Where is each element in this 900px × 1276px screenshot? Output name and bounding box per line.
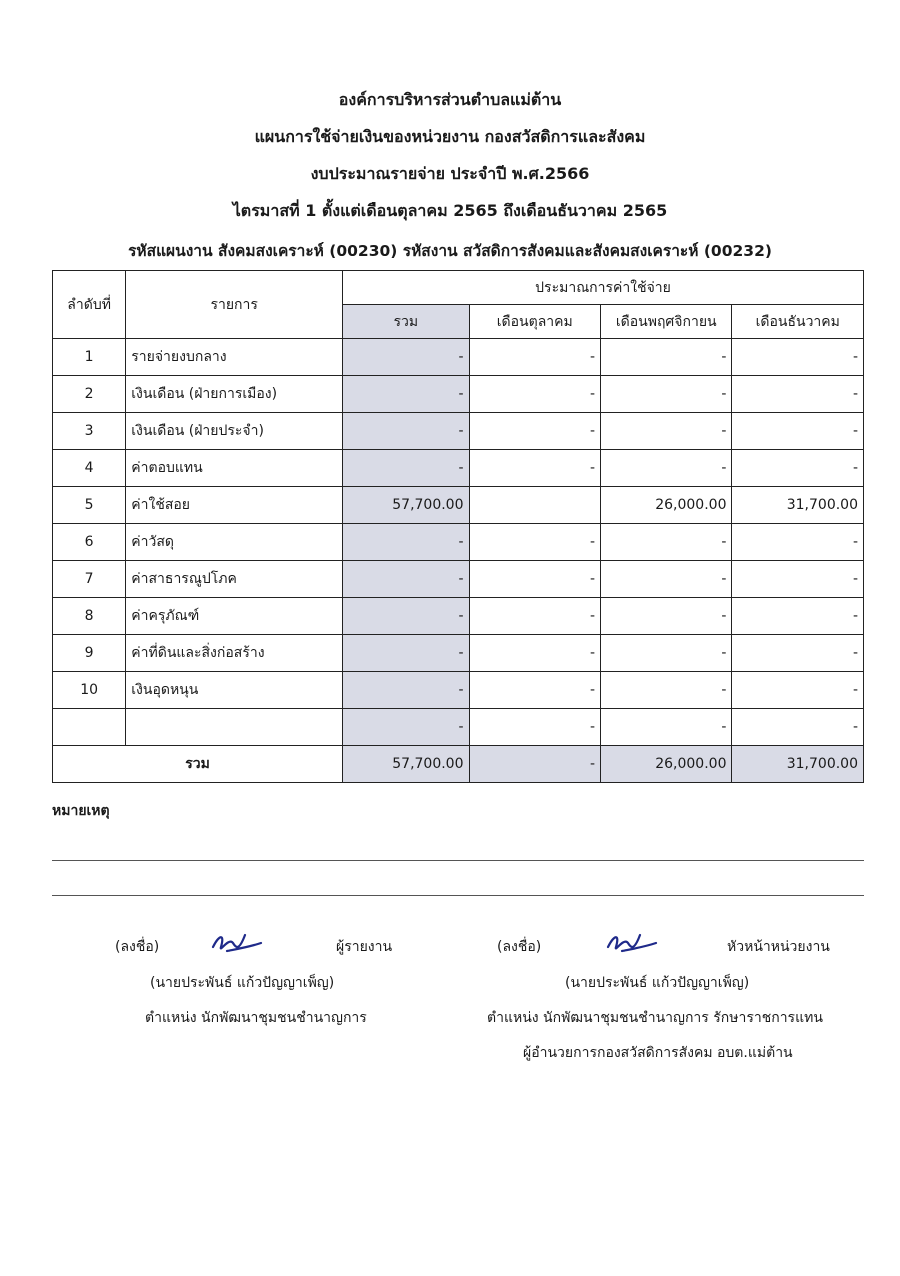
row-nov: - xyxy=(601,709,732,746)
left-sign-label: (ลงชื่อ) xyxy=(115,939,160,955)
left-position: ตำแหน่ง นักพัฒนาชุมชนชำนาญการ xyxy=(145,1010,367,1026)
row-nov: - xyxy=(601,413,732,450)
row-dec: - xyxy=(732,376,864,413)
row-nov: - xyxy=(601,598,732,635)
note-line-1 xyxy=(52,860,864,861)
row-oct: - xyxy=(469,450,600,487)
row-item: ค่าวัสดุ xyxy=(126,524,343,561)
row-item: เงินอุดหนุน xyxy=(126,672,343,709)
row-dec: - xyxy=(732,635,864,672)
table-row xyxy=(53,672,864,709)
right-signature xyxy=(600,925,660,959)
budget-year: งบประมาณรายจ่าย ประจำปี พ.ศ.2566 xyxy=(310,164,590,183)
row-oct xyxy=(469,487,600,524)
total-label: รวม xyxy=(53,746,343,783)
plan-title: แผนการใช้จ่ายเงินของหน่วยงาน กองสวัสดิการและสังคม xyxy=(254,127,646,146)
header-no: ลำดับที่ xyxy=(53,271,126,339)
table-row xyxy=(53,376,864,413)
table-row xyxy=(53,709,864,746)
left-signature xyxy=(205,925,265,959)
row-item: เงินเดือน (ฝ่ายการเมือง) xyxy=(126,376,343,413)
row-dec: - xyxy=(732,339,864,376)
row-dec: - xyxy=(732,598,864,635)
total-dec: 31,700.00 xyxy=(732,746,864,783)
row-total: - xyxy=(343,450,469,487)
row-no: 9 xyxy=(53,635,126,672)
row-item: ค่าสาธารณูปโภค xyxy=(126,561,343,598)
row-nov: - xyxy=(601,561,732,598)
row-oct: - xyxy=(469,672,600,709)
total-nov: 26,000.00 xyxy=(601,746,732,783)
row-total: - xyxy=(343,635,469,672)
table-row xyxy=(53,450,864,487)
row-nov: - xyxy=(601,339,732,376)
row-item: ค่าใช้สอย xyxy=(126,487,343,524)
row-total: - xyxy=(343,413,469,450)
total-row xyxy=(53,746,864,783)
right-position-2: ผู้อำนวยการกองสวัสดิการสังคม อบต.แม่ต้าน xyxy=(523,1045,793,1061)
table-row xyxy=(53,561,864,598)
expense-plan-table xyxy=(52,270,864,783)
left-role: ผู้รายงาน xyxy=(336,939,393,955)
row-oct: - xyxy=(469,413,600,450)
row-no: 10 xyxy=(53,672,126,709)
row-oct: - xyxy=(469,339,600,376)
org-name: องค์การบริหารส่วนตำบลแม่ต้าน xyxy=(338,90,562,109)
right-name: (นายประพันธ์ แก้วปัญญาเพ็ญ) xyxy=(565,975,750,991)
row-nov: - xyxy=(601,376,732,413)
row-no: 3 xyxy=(53,413,126,450)
row-no: 2 xyxy=(53,376,126,413)
header-total: รวม xyxy=(343,305,469,339)
row-no: 8 xyxy=(53,598,126,635)
header-oct: เดือนตุลาคม xyxy=(469,305,600,339)
row-item xyxy=(126,709,343,746)
note-line-2 xyxy=(52,895,864,896)
row-nov: 26,000.00 xyxy=(601,487,732,524)
row-nov: - xyxy=(601,524,732,561)
right-role: หัวหน้าหน่วยงาน xyxy=(727,939,830,955)
header-nov: เดือนพฤศจิกายน xyxy=(601,305,732,339)
row-oct: - xyxy=(469,709,600,746)
row-item: รายจ่ายงบกลาง xyxy=(126,339,343,376)
row-dec: 31,700.00 xyxy=(732,487,864,524)
row-oct: - xyxy=(469,635,600,672)
row-total: - xyxy=(343,709,469,746)
row-nov: - xyxy=(601,450,732,487)
header-item: รายการ xyxy=(126,271,343,339)
row-oct: - xyxy=(469,598,600,635)
left-name: (นายประพันธ์ แก้วปัญญาเพ็ญ) xyxy=(150,975,335,991)
row-dec: - xyxy=(732,450,864,487)
row-nov: - xyxy=(601,635,732,672)
row-item: ค่าที่ดินและสิ่งก่อสร้าง xyxy=(126,635,343,672)
row-no: 1 xyxy=(53,339,126,376)
header-dec: เดือนธันวาคม xyxy=(732,305,864,339)
right-position: ตำแหน่ง นักพัฒนาชุมชนชำนาญการ รักษาราชการแทน xyxy=(487,1010,823,1026)
row-dec: - xyxy=(732,561,864,598)
row-item: ค่าครุภัณฑ์ xyxy=(126,598,343,635)
table-row xyxy=(53,598,864,635)
row-dec: - xyxy=(732,709,864,746)
row-dec: - xyxy=(732,672,864,709)
plan-code: รหัสแผนงาน สังคมสงเคราะห์ (00230) รหัสงาน สวัสดิการสังคมและสังคมสงเคราะห์ (00232) xyxy=(128,242,772,260)
quarter-period: ไตรมาสที่ 1 ตั้งแต่เดือนตุลาคม 2565 ถึงเดือนธันวาคม 2565 xyxy=(232,201,668,220)
row-oct: - xyxy=(469,524,600,561)
row-total: - xyxy=(343,524,469,561)
right-sign-label: (ลงชื่อ) xyxy=(497,939,542,955)
row-oct: - xyxy=(469,561,600,598)
total-oct: - xyxy=(469,746,600,783)
row-total: - xyxy=(343,561,469,598)
table-row xyxy=(53,413,864,450)
row-dec: - xyxy=(732,524,864,561)
row-total: 57,700.00 xyxy=(343,487,469,524)
row-no: 7 xyxy=(53,561,126,598)
table-row xyxy=(53,524,864,561)
table-row xyxy=(53,487,864,524)
header-estimate-group: ประมาณการค่าใช้จ่าย xyxy=(343,271,864,305)
notes-label: หมายเหตุ xyxy=(52,803,110,819)
row-dec: - xyxy=(732,413,864,450)
total-sum: 57,700.00 xyxy=(343,746,469,783)
table-row xyxy=(53,339,864,376)
row-nov: - xyxy=(601,672,732,709)
row-total: - xyxy=(343,376,469,413)
row-total: - xyxy=(343,598,469,635)
row-oct: - xyxy=(469,376,600,413)
row-item: ค่าตอบแทน xyxy=(126,450,343,487)
row-total: - xyxy=(343,339,469,376)
row-no: 5 xyxy=(53,487,126,524)
row-no: 4 xyxy=(53,450,126,487)
table-row xyxy=(53,635,864,672)
row-total: - xyxy=(343,672,469,709)
row-item: เงินเดือน (ฝ่ายประจำ) xyxy=(126,413,343,450)
row-no: 6 xyxy=(53,524,126,561)
row-no xyxy=(53,709,126,746)
